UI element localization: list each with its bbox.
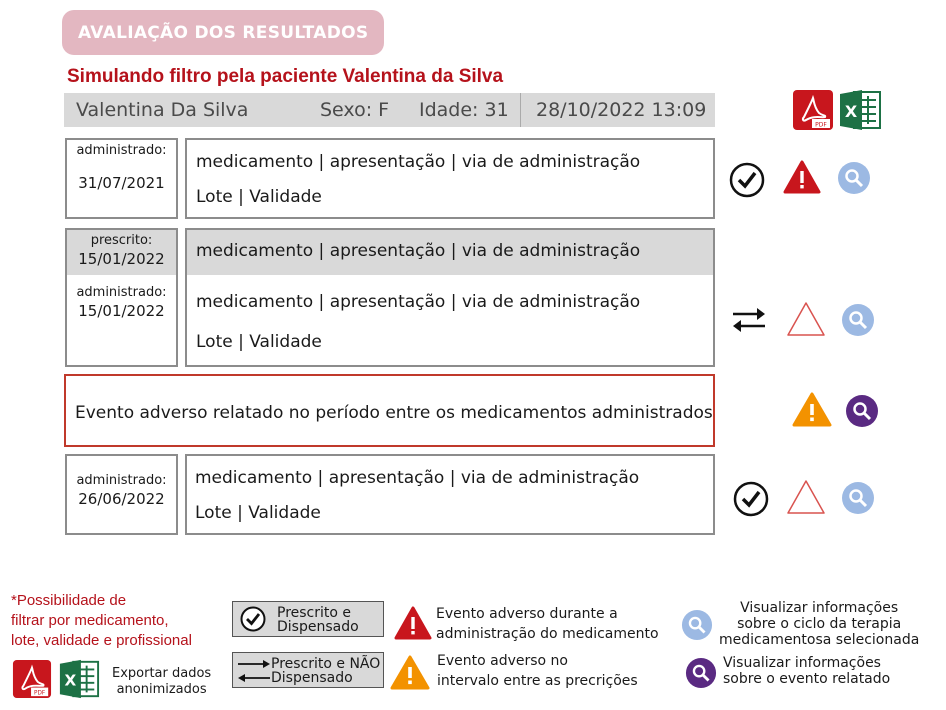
administered-label: administrado: [76,285,167,300]
legend-label: medicamentosa selecionada [719,632,920,648]
legend-label: Evento adverso durante a [436,606,618,622]
patient-name: Valentina Da Silva [76,99,249,121]
date-value: 26/06/2022 [78,490,165,508]
legend-label: sobre o evento relatado [723,671,891,687]
legend-view-event [723,655,890,687]
pdf-icon-label: PDF [815,121,827,129]
pdf-legend-icon [12,659,52,699]
page-header [62,10,384,55]
legend-view-cycle [719,600,919,648]
legend-label: administração do medicamento [436,626,659,642]
adverse-event-text: Evento adverso relatado no período entre os medicamentos administrados [75,403,713,423]
legend-label: Visualizar informações [723,655,881,671]
warning-red-icon [783,160,821,194]
med-line: medicamento | apresentação | via de administração [195,468,640,488]
date-value: 31/07/2021 [78,174,165,192]
administered-date: 15/01/2022 [78,302,165,320]
patient-datetime: 28/10/2022 13:09 [536,99,707,121]
check-circle-icon [733,481,769,517]
warning-red-icon [394,606,432,640]
patient-info-bar [64,93,715,127]
excel-icon-label: X [844,102,858,121]
record-4-date-box [65,454,178,535]
record-4-med-box[interactable] [185,454,715,535]
search-purple-icon [685,657,717,689]
excel-icon-label: X [64,671,77,690]
med-line: medicamento | apresentação | via de administração [196,152,641,172]
filter-note-line: *Possibilidade de [11,592,127,609]
check-circle-icon [240,606,266,632]
patient-sex: Sexo: F [320,99,390,121]
search-blue-icon[interactable] [841,481,875,515]
divider [520,93,521,127]
date-label: administrado: [76,143,167,158]
excel-legend-icon [58,658,100,700]
page-title: AVALIAÇÃO DOS RESULTADOS [78,22,369,43]
med-line: medicamento | apresentação | via de administração [196,292,641,312]
legend-label: Visualizar informações [740,600,899,616]
legend-adverse-during [436,604,659,644]
legend-label: intervalo entre as precrições [437,673,638,689]
prescribed-date: 15/01/2022 [78,250,165,268]
prescribed-med-line: medicamento | apresentação | via de administração [196,241,641,261]
swap-arrows-icon [731,304,767,336]
search-blue-icon [681,609,713,641]
legend-label: Evento adverso no [437,653,568,669]
search-purple-icon[interactable] [845,394,879,428]
excel-export-button[interactable] [838,88,882,132]
export-label-line: Exportar dados [112,666,212,681]
date-label: administrado: [76,473,167,488]
lot-line: Lote | Validade [196,332,322,352]
pdf-icon-label: PDF [34,690,46,697]
warning-orange-icon [390,655,430,691]
record-1-date-box [65,138,178,219]
legend-label: sobre o ciclo da terapia [737,616,902,632]
patient-age: Idade: 31 [419,99,509,121]
legend-label: Dispensado [271,670,353,686]
record-2-date-box [65,228,178,367]
filter-note [11,591,192,651]
legend-label: Prescrito e NÃO [271,656,381,672]
filter-subtitle: Simulando filtro pela paciente Valentina da Silva [67,66,504,87]
record-1-med-box[interactable] [185,138,715,219]
pdf-export-button[interactable] [792,89,834,131]
swap-arrows-icon [236,657,272,685]
legend-adverse-interval [437,651,638,691]
legend-label: Prescrito e [277,605,352,621]
export-label [112,666,211,698]
adverse-event-box[interactable] [64,374,715,447]
legend-prescribed-dispensed [232,601,384,637]
prescribed-label: prescrito: [90,233,153,248]
legend-label: Dispensado [277,619,359,635]
search-blue-icon[interactable] [837,161,871,195]
warning-outline-icon [785,478,827,516]
lot-line: Lote | Validade [196,187,322,207]
legend-prescribed-not-dispensed [232,652,384,688]
filter-note-line: lote, validade e profissional [11,632,192,649]
check-circle-icon [729,162,765,198]
record-2-med-box[interactable] [185,228,715,367]
filter-note-line: filtrar por medicamento, [11,612,169,629]
export-label-line: anonimizados [116,682,207,697]
warning-outline-icon [785,300,827,338]
lot-line: Lote | Validade [195,503,321,523]
search-blue-icon[interactable] [841,303,875,337]
warning-orange-icon [792,392,832,428]
